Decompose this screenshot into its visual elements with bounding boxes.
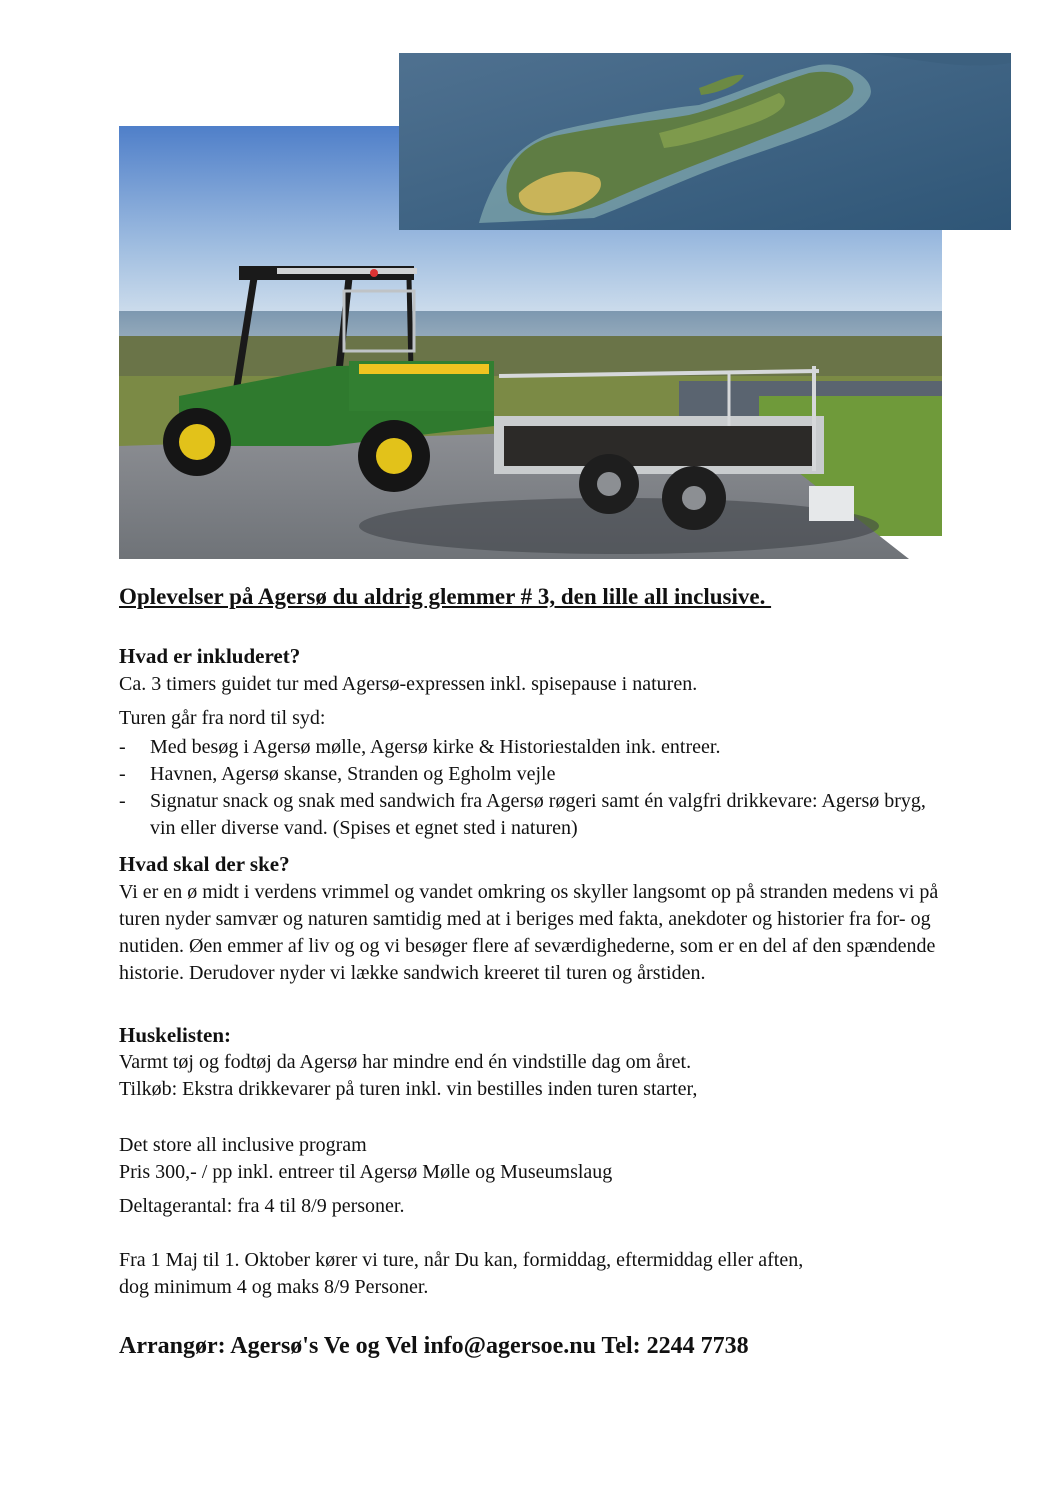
list-item-text: Med besøg i Agersø mølle, Agersø kirke & Historiestalden ink. entreer. bbox=[150, 736, 721, 758]
bullet-dash: - bbox=[119, 763, 126, 785]
route-text: Turen går fra nord til syd: bbox=[119, 707, 326, 729]
bullet-dash: - bbox=[119, 790, 126, 812]
participants-text: Deltagerantal: fra 4 til 8/9 personer. bbox=[119, 1195, 405, 1217]
price-text: Pris 300,- / pp inkl. entreer til Agersø Mølle og Museumslaug bbox=[119, 1161, 613, 1183]
page-title: Oplevelser på Agersø du aldrig glemmer # 3, den lille all inclusive. bbox=[119, 584, 772, 609]
list-item-text: Signatur snack og snak med sandwich fra Agersø røgeri samt én valgfri drikkevare: Agersø bryg, vin eller diverse vand. (Spises et egnet sted i naturen) bbox=[150, 790, 926, 839]
organizer-contact: Arrangør: Agersø's Ve og Vel info@agersoe.nu Tel: 2244 7738 bbox=[119, 1333, 749, 1359]
list-item bbox=[119, 734, 949, 761]
program-description: Vi er en ø midt i verdens vrimmel og vandet omkring os skyller langsomt op på stranden medens vi på turen nyder samvær og naturen samtidig med at i beriges med fakta, anekdoter og historier fra for- og nutiden. Øen emmer af liv og og vi besøger flere af seværdighederne, som er en del af den spændende historie. Derudover nyder vi lække sandwich kreeret til turen og årstiden. bbox=[119, 881, 939, 984]
checklist-purchase: Tilkøb: Ekstra drikkevarer på turen inkl. vin bestilles inden turen starter, bbox=[119, 1078, 698, 1100]
included-intro: Ca. 3 timers guidet tur med Agersø-expressen inkl. spisepause i naturen. bbox=[119, 673, 698, 695]
program-name: Det store all inclusive program bbox=[119, 1134, 367, 1156]
section-heading-included: Hvad er inkluderet? bbox=[119, 644, 301, 668]
checklist-clothing: Varmt tøj og fodtøj da Agersø har mindre end én vindstille dag om året. bbox=[119, 1051, 692, 1073]
aerial-island-photo bbox=[399, 53, 1011, 230]
included-list bbox=[119, 734, 949, 842]
list-item-text: Havnen, Agersø skanse, Stranden og Egholm vejle bbox=[150, 763, 556, 785]
list-item bbox=[119, 761, 949, 788]
bullet-dash: - bbox=[119, 736, 126, 758]
schedule-line-2: dog minimum 4 og maks 8/9 Personer. bbox=[119, 1276, 429, 1298]
list-item bbox=[119, 788, 949, 842]
schedule-line-1: Fra 1 Maj til 1. Oktober kører vi ture, når Du kan, formiddag, eftermiddag eller aften, bbox=[119, 1249, 804, 1271]
section-heading-checklist: Huskelisten: bbox=[119, 1023, 232, 1047]
section-heading-program: Hvad skal der ske? bbox=[119, 852, 290, 876]
